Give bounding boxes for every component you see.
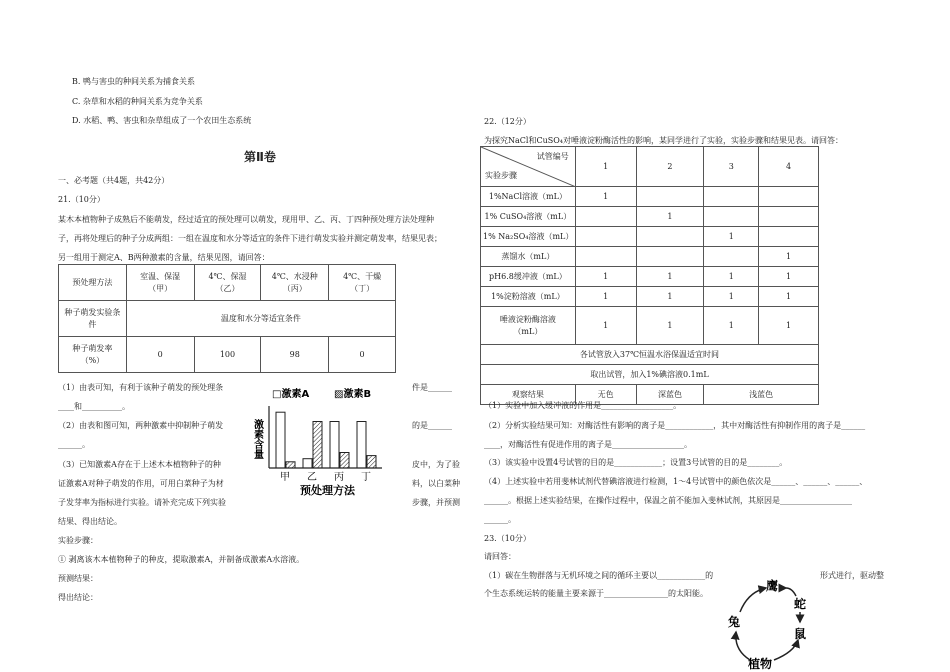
- table-row: [481, 227, 819, 247]
- tube-header: 2: [636, 147, 704, 187]
- q23-ask: 请回答：: [484, 552, 516, 561]
- q22-4-line3: ______。: [484, 515, 516, 524]
- observe-label: 观察结果: [481, 385, 576, 405]
- section-title: 第Ⅱ卷: [244, 150, 276, 164]
- bar-hormone-a: [303, 459, 312, 468]
- q23-header: 23.（10分）: [484, 534, 531, 543]
- q22-header: 22.（12分）: [484, 117, 531, 126]
- food-web-diagram: [722, 576, 822, 670]
- row-rate-label: 种子萌发率 （%）: [59, 337, 127, 373]
- arrow-rabbit-hawk: [740, 588, 766, 612]
- q23-1-line1: （1）碳在生物群落与无机环境之间的循环主要以____________的: [484, 571, 714, 580]
- cell: 1: [636, 267, 704, 287]
- bar-hormone-a: [357, 422, 366, 469]
- diagonal-header: 试管编号 实验步骤: [481, 147, 576, 187]
- node-plant: 植物: [748, 657, 773, 670]
- table-row: [481, 345, 819, 365]
- option-d: D. 水稻、鸭、害虫和杂草组成了一个农田生态系统: [72, 116, 252, 125]
- bar-hormone-b: [313, 422, 322, 469]
- node-rabbit: 兔: [728, 615, 741, 629]
- legend-b: ▨激素B: [334, 389, 372, 400]
- cell: 1: [636, 287, 704, 307]
- q21-3-line4: 结果、得出结论。: [58, 517, 122, 526]
- bar-hormone-b: [367, 456, 376, 468]
- cell: 1: [759, 267, 819, 287]
- q23-1-line1-right: 形式进行，驱动整: [820, 571, 884, 580]
- cell: 1: [704, 267, 759, 287]
- cell: 1: [575, 307, 636, 345]
- q21-intro-line2: 子，再将处理后的种子分成两组：一组在温度和水分等适宜的条件下进行萌发实验并测定萌发率，结果见表；: [58, 234, 442, 243]
- steps-label: 实验步骤：: [58, 536, 98, 545]
- q22-4-line2: ______。根据上述实验结果，在操作过程中，保温之前不能加入斐林试剂，其原因是__________________: [484, 496, 852, 505]
- q21-1-line1-right: 件是______: [412, 383, 452, 392]
- tube-header: 1: [575, 147, 636, 187]
- x-axis-label: 预处理方法: [300, 484, 355, 497]
- table-row: [481, 207, 819, 227]
- q21-intro-line3: 另一组用于测定A、B两种激素的含量，结果见图，请回答：: [58, 253, 270, 262]
- tube-header: 4: [759, 147, 819, 187]
- row-condition-label: 种子萌发实验条 件: [59, 301, 127, 337]
- q21-2-line2: ______。: [58, 440, 90, 449]
- option-c: C. 杂草和水稻的种间关系为竞争关系: [72, 97, 203, 106]
- q21-1-line1: （1）由表可知，有利于该种子萌发的预处理条: [58, 383, 224, 392]
- row-condition-value: 温度和水分等适宜条件: [126, 301, 395, 337]
- cell: 1: [575, 287, 636, 307]
- cell: [704, 207, 759, 227]
- q22-3: （3）该实验中设置4号试管的目的是____________；设置3号试管的目的是________。: [484, 458, 788, 467]
- cell: [636, 227, 704, 247]
- step-label: 蒸馏水（mL）: [481, 247, 576, 267]
- arrow-plant-mouse: [774, 640, 798, 660]
- option-b: B. 鸭与害虫的种间关系为捕食关系: [72, 77, 195, 86]
- bar-hormone-a: [330, 422, 339, 469]
- q22-4-line1: （4）上述实验中若用斐林试剂代替碘溶液进行检测，1～4号试管中的颜色依次是______、______、______、: [484, 477, 868, 486]
- q22-intro: 为探究NaCl和CuSO₄对唾液淀粉酶活性的影响，某同学进行了实验，实验步骤和结果见表。请回答：: [484, 136, 843, 145]
- q21-1-line2: ____和__________。: [58, 402, 130, 411]
- step-label: 1%NaCl溶液（mL）: [481, 187, 576, 207]
- x-tick-label: 丙: [334, 472, 344, 483]
- q21-intro-line1: 某木本植物种子成熟后不能萌发，经过适宜的预处理可以萌发，现用甲、乙、丙、丁四种预处理方法处理种: [58, 215, 434, 224]
- cell: [704, 247, 759, 267]
- cell: 1: [636, 207, 704, 227]
- table-row: [481, 247, 819, 267]
- node-hawk: 鹰: [766, 579, 779, 593]
- cell: [759, 187, 819, 207]
- q21-3-line2-right: 料，以白菜种: [412, 479, 460, 488]
- q21-2-line1-right: 的是______: [412, 421, 452, 430]
- table-row: [59, 337, 396, 373]
- cell: 1: [704, 287, 759, 307]
- q23-1-line2: 个生态系统运转的能量主要来源于________________的太阳能。: [484, 589, 708, 598]
- q21-3-line1: （3）已知激素A存在于上述木本植物种子的种: [58, 460, 221, 469]
- q21-3-line2: 证激素A对种子萌发的作用，可用白菜种子为材: [58, 479, 224, 488]
- table-row: [481, 365, 819, 385]
- cell: [636, 187, 704, 207]
- tube-header: 3: [704, 147, 759, 187]
- cell: 1: [759, 307, 819, 345]
- table-row: [59, 265, 396, 301]
- arrow-snake-hawk: [786, 588, 796, 596]
- header-col-a: 室温、保湿 （甲）: [126, 265, 194, 301]
- q22-2-line2: ____，对酶活性有促进作用的离子是__________________。: [484, 440, 692, 449]
- table-row: [481, 187, 819, 207]
- table-row: [59, 301, 396, 337]
- step-label: pH6.8缓冲液（mL）: [481, 267, 576, 287]
- cell: [636, 247, 704, 267]
- cell: [704, 187, 759, 207]
- q21-3-line1-right: 皮中，为了验: [412, 460, 460, 469]
- conclude-label: 得出结论：: [58, 593, 98, 602]
- cell: 1: [575, 267, 636, 287]
- step-label: 1% CuSO₄溶液（mL）: [481, 207, 576, 227]
- cell: 1: [575, 187, 636, 207]
- step-label: 1% Na₂SO₄溶液（mL）: [481, 227, 576, 247]
- cell: [575, 227, 636, 247]
- rate-cell: 100: [194, 337, 261, 373]
- x-tick-label: 丁: [361, 472, 371, 483]
- cell: 1: [704, 307, 759, 345]
- cell: [759, 227, 819, 247]
- cell: 1: [759, 247, 819, 267]
- header-method: 预处理方法: [59, 265, 127, 301]
- y-axis-label: 激素含量: [251, 419, 263, 459]
- table-row: [481, 287, 819, 307]
- header-col-c: 4℃、水浸种 （丙）: [261, 265, 329, 301]
- hormone-chart: [244, 384, 409, 502]
- enzyme-table: [480, 146, 819, 405]
- section-heading: 一、必考题（共4题，共42分）: [58, 176, 170, 185]
- observe-cell: 无色: [575, 385, 636, 405]
- header-col-b: 4℃、保湿 （乙）: [194, 265, 261, 301]
- q21-header: 21.（10分）: [58, 195, 105, 204]
- x-tick-label: 甲: [280, 472, 290, 483]
- q22-2-line1: （2）分析实验结果可知：对酶活性有影响的离子是____________，其中对酶活性有抑制作用的离子是______: [484, 421, 866, 430]
- q21-2-line1: （2）由表和图可知，两种激素中抑制种子萌发: [58, 421, 224, 430]
- header-col-d: 4℃、干燥 （丁）: [329, 265, 396, 301]
- q22-1: （1）实验中加入缓冲液的作用是__________________。: [484, 401, 682, 410]
- cell: [759, 207, 819, 227]
- merged-step-iodine: 取出试管，加入1%碘溶液0.1mL: [481, 365, 819, 385]
- cell: 1: [759, 287, 819, 307]
- table-row: [481, 147, 819, 187]
- table-row: [481, 307, 819, 345]
- x-tick-label: 乙: [307, 472, 317, 483]
- table-row: [481, 267, 819, 287]
- arrow-plant-rabbit: [736, 632, 750, 660]
- observe-cell: 浅蓝色: [704, 385, 819, 405]
- step-1: ① 剥离该木本植物种子的种皮，提取激素A，并制备成激素A水溶液。: [58, 555, 305, 564]
- bar-hormone-b: [286, 462, 295, 468]
- bar-hormone-a: [276, 412, 285, 468]
- node-snake: 蛇: [794, 597, 807, 611]
- merged-step-incubate: 各试管放入37℃恒温水浴保温适宜时间: [481, 345, 819, 365]
- q21-3-line3-right: 步骤，并预测: [412, 498, 460, 507]
- cell: 1: [704, 227, 759, 247]
- predict-label: 预测结果：: [58, 574, 98, 583]
- step-label: 唾液淀粉酶溶液 （mL）: [481, 307, 576, 345]
- rate-cell: 98: [261, 337, 329, 373]
- rate-cell: 0: [329, 337, 396, 373]
- rate-cell: 0: [126, 337, 194, 373]
- legend-a: □激素A: [272, 389, 310, 400]
- bar-hormone-b: [340, 453, 349, 469]
- cell: 1: [636, 307, 704, 345]
- cell: [575, 247, 636, 267]
- cell: [575, 207, 636, 227]
- step-label: 1%淀粉溶液（mL）: [481, 287, 576, 307]
- germination-table: [58, 264, 396, 373]
- observe-cell: 深蓝色: [636, 385, 704, 405]
- node-mouse: 鼠: [794, 627, 807, 641]
- q21-3-line3: 子发芽率为指标进行实验。请补充完成下列实验: [58, 498, 226, 507]
